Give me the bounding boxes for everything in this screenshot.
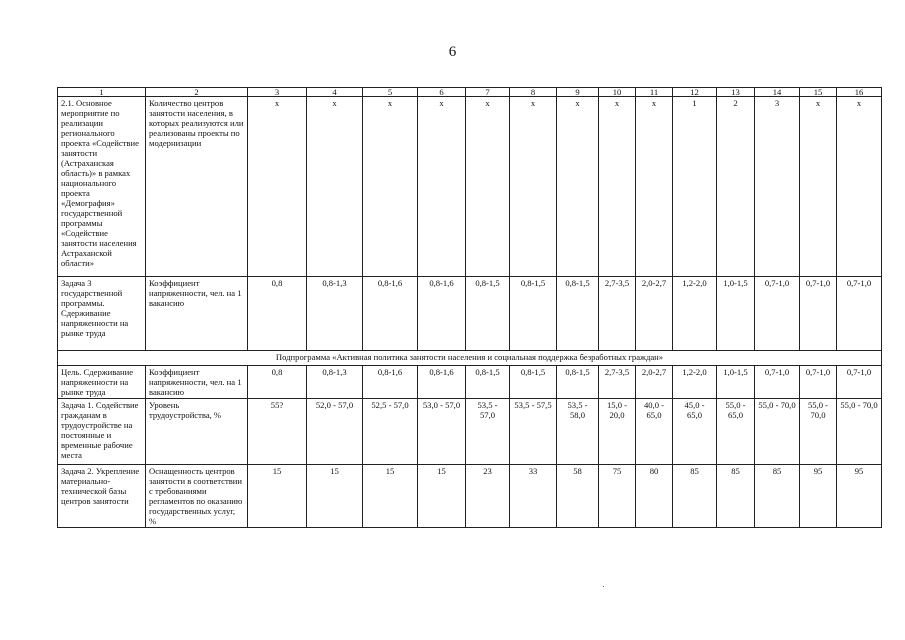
- value-cell: 0,8-1,5: [466, 277, 510, 351]
- value-cell: 80: [636, 465, 673, 528]
- table-row: [58, 97, 882, 277]
- row-title: Задача 2. Укрепление материально-технической базы центров занятости: [58, 465, 146, 528]
- value-cell: x: [837, 97, 882, 277]
- value-cell: x: [248, 97, 307, 277]
- value-cell: 15: [307, 465, 363, 528]
- header-cell: 14: [755, 88, 800, 97]
- row-indicator: Оснащенность центров занятости в соответствии с требованиями регламентов по оказанию государственных услуг, %: [146, 465, 248, 528]
- value-cell: 75: [599, 465, 636, 528]
- header-cell: 1: [58, 88, 146, 97]
- value-cell: 2,0-2,7: [636, 366, 673, 399]
- value-cell: x: [636, 97, 673, 277]
- value-cell: 2: [717, 97, 755, 277]
- value-cell: 55,0 - 65,0: [717, 399, 755, 465]
- value-cell: 0,8-1,5: [466, 366, 510, 399]
- value-cell: x: [599, 97, 636, 277]
- value-cell: 15: [363, 465, 418, 528]
- row-title: Задача 3 государственной программы. Сдерживание напряженности на рынке труда: [58, 277, 146, 351]
- header-cell: 5: [363, 88, 418, 97]
- header-cell: 12: [673, 88, 717, 97]
- subprogram-row: [58, 351, 882, 366]
- value-cell: 3: [755, 97, 800, 277]
- header-cell: 6: [418, 88, 466, 97]
- value-cell: 2,7-3,5: [599, 366, 636, 399]
- value-cell: 55,0 - 70,0: [800, 399, 837, 465]
- header-cell: 3: [248, 88, 307, 97]
- value-cell: 58: [557, 465, 599, 528]
- table-row: [58, 399, 882, 465]
- value-cell: 0,8-1,5: [557, 366, 599, 399]
- value-cell: 0,8-1,3: [307, 277, 363, 351]
- value-cell: 1,0-1,5: [717, 277, 755, 351]
- value-cell: x: [466, 97, 510, 277]
- value-cell: 95: [800, 465, 837, 528]
- row-indicator: Уровень трудоустройства, %: [146, 399, 248, 465]
- value-cell: 53,5 - 58,0: [557, 399, 599, 465]
- scan-speck: [603, 586, 604, 587]
- row-title: Задача 1. Содействие гражданам в трудоустройстве на постоянные и временные рабочие места: [58, 399, 146, 465]
- value-cell: 95: [837, 465, 882, 528]
- value-cell: 15: [418, 465, 466, 528]
- value-cell: x: [557, 97, 599, 277]
- value-cell: 0,8: [248, 277, 307, 351]
- subprogram-title: Подпрограмма «Активная политика занятости населения и социальная поддержка безработных граждан»: [58, 351, 882, 366]
- value-cell: x: [418, 97, 466, 277]
- value-cell: 15,0 - 20,0: [599, 399, 636, 465]
- header-cell: 9: [557, 88, 599, 97]
- value-cell: 85: [717, 465, 755, 528]
- table-row: [58, 465, 882, 528]
- header-cell: 4: [307, 88, 363, 97]
- value-cell: 45,0 - 65,0: [673, 399, 717, 465]
- header-cell: 11: [636, 88, 673, 97]
- value-cell: 52,5 - 57,0: [363, 399, 418, 465]
- value-cell: 0,8-1,6: [363, 277, 418, 351]
- value-cell: 0,7-1,0: [755, 366, 800, 399]
- header-cell: 10: [599, 88, 636, 97]
- value-cell: 2,0-2,7: [636, 277, 673, 351]
- value-cell: 1,2-2,0: [673, 366, 717, 399]
- value-cell: 40,0 - 65,0: [636, 399, 673, 465]
- row-indicator: Количество центров занятости населения, в которых реализуются или реализованы проекты по модернизации: [146, 97, 248, 277]
- value-cell: 53,5 - 57,5: [510, 399, 557, 465]
- value-cell: 55,0 - 70,0: [755, 399, 800, 465]
- value-cell: 0,8-1,6: [418, 366, 466, 399]
- value-cell: x: [307, 97, 363, 277]
- value-cell: 1,2-2,0: [673, 277, 717, 351]
- value-cell: 53,0 - 57,0: [418, 399, 466, 465]
- row-indicator: Коэффициент напряженности, чел. на 1 вакансию: [146, 366, 248, 399]
- value-cell: 15: [248, 465, 307, 528]
- header-cell: 2: [146, 88, 248, 97]
- header-cell: 8: [510, 88, 557, 97]
- value-cell: 0,8-1,3: [307, 366, 363, 399]
- value-cell: 85: [755, 465, 800, 528]
- row-title: Цель. Сдерживание напряженности на рынке труда: [58, 366, 146, 399]
- header-row: [58, 88, 882, 97]
- value-cell: 0,8-1,6: [418, 277, 466, 351]
- page-number: 6: [448, 44, 457, 60]
- value-cell: 0,7-1,0: [837, 277, 882, 351]
- value-cell: 53,5 - 57,0: [466, 399, 510, 465]
- header-cell: 15: [800, 88, 837, 97]
- value-cell: 0,8: [248, 366, 307, 399]
- value-cell: 0,7-1,0: [800, 366, 837, 399]
- value-cell: 0,7-1,0: [755, 277, 800, 351]
- value-cell: 2,7-3,5: [599, 277, 636, 351]
- value-cell: 0,8-1,5: [510, 366, 557, 399]
- value-cell: 85: [673, 465, 717, 528]
- value-cell: x: [510, 97, 557, 277]
- value-cell: 1: [673, 97, 717, 277]
- value-cell: 55?: [248, 399, 307, 465]
- value-cell: 1,0-1,5: [717, 366, 755, 399]
- value-cell: x: [800, 97, 837, 277]
- table-row: [58, 277, 882, 351]
- value-cell: 0,8-1,6: [363, 366, 418, 399]
- value-cell: 33: [510, 465, 557, 528]
- value-cell: 0,7-1,0: [800, 277, 837, 351]
- header-cell: 13: [717, 88, 755, 97]
- header-cell: 7: [466, 88, 510, 97]
- indicators-table: [57, 87, 882, 528]
- value-cell: 0,8-1,5: [510, 277, 557, 351]
- value-cell: 0,8-1,5: [557, 277, 599, 351]
- value-cell: 23: [466, 465, 510, 528]
- header-cell: 16: [837, 88, 882, 97]
- value-cell: x: [363, 97, 418, 277]
- value-cell: 0,7-1,0: [837, 366, 882, 399]
- table-row: [58, 366, 882, 399]
- value-cell: 55,0 - 70,0: [837, 399, 882, 465]
- value-cell: 52,0 - 57,0: [307, 399, 363, 465]
- row-title: 2.1. Основное мероприятие по реализации регионального проекта «Содействие занятости (Астраханская область)» в рамках национального проекта «Демография» государственной программы «Содействие занятости населения Астраханской области»: [58, 97, 146, 277]
- row-indicator: Коэффициент напряженности, чел. на 1 вакансию: [146, 277, 248, 351]
